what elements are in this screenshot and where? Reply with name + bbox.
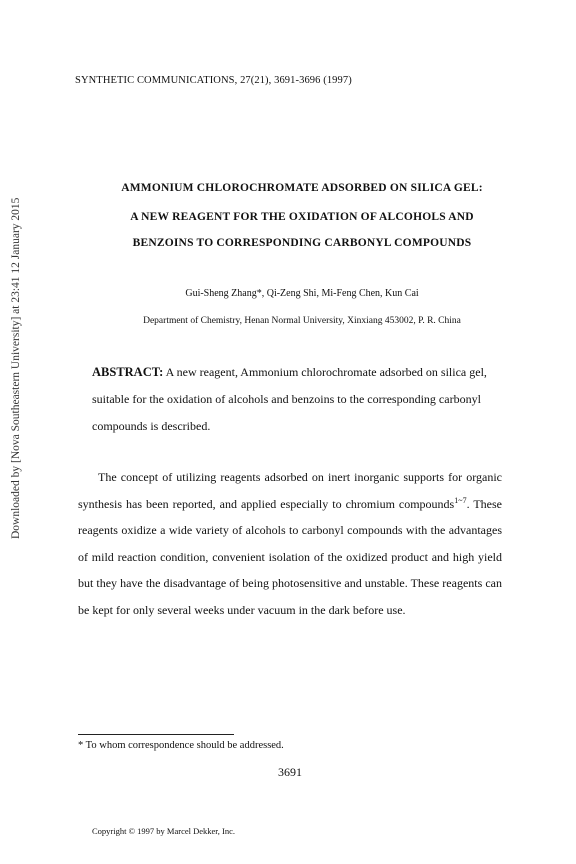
download-watermark: Downloaded by [Nova Southeastern University] at 23:41 12 January 2015	[10, 197, 22, 539]
title-line-3: BENZOINS TO CORRESPONDING CARBONYL COMPOUNDS	[132, 237, 472, 249]
body-text-part-2: . These reagents oxidize a wide variety of alcohols to carbonyl compounds with the advantages of mild reaction condition, convenient isolation of the oxidized product and high yield but they have the disadvantage of being photosensitive and unstable. These reagents can be kept for only several weeks under vacuum in the dark before use.	[78, 496, 502, 617]
footnote: * To whom correspondence should be addressed.	[78, 740, 284, 751]
title-line-2: A NEW REAGENT FOR THE OXIDATION OF ALCOHOLS AND	[130, 211, 474, 223]
affiliation: Department of Chemistry, Henan Normal University, Xinxiang 453002, P. R. China	[143, 316, 461, 326]
footnote-divider	[78, 734, 234, 735]
body-paragraph	[78, 464, 502, 623]
body-text-part-1: The concept of utilizing reagents adsorbed on inert inorganic supports for organic synthesis has been reported, and applied especially to chromium compounds	[78, 470, 502, 511]
journal-header: SYNTHETIC COMMUNICATIONS, 27(21), 3691-3696 (1997)	[75, 75, 352, 86]
title-line-1: AMMONIUM CHLOROCHROMATE ADSORBED ON SILICA GEL:	[121, 182, 483, 194]
abstract-label: ABSTRACT:	[92, 365, 164, 379]
page-number: 3691	[278, 765, 302, 779]
author-list: Gui-Sheng Zhang*, Qi-Zeng Shi, Mi-Feng Chen, Kun Cai	[185, 288, 419, 299]
copyright-notice: Copyright © 1997 by Marcel Dekker, Inc.	[92, 826, 236, 836]
citation-superscript: 1~7	[454, 495, 467, 505]
abstract-text: A new reagent, Ammonium chlorochromate adsorbed on silica gel, suitable for the oxidation of alcohols and benzoins to the corresponding carbonyl compounds is described.	[92, 365, 487, 433]
abstract	[92, 359, 512, 440]
